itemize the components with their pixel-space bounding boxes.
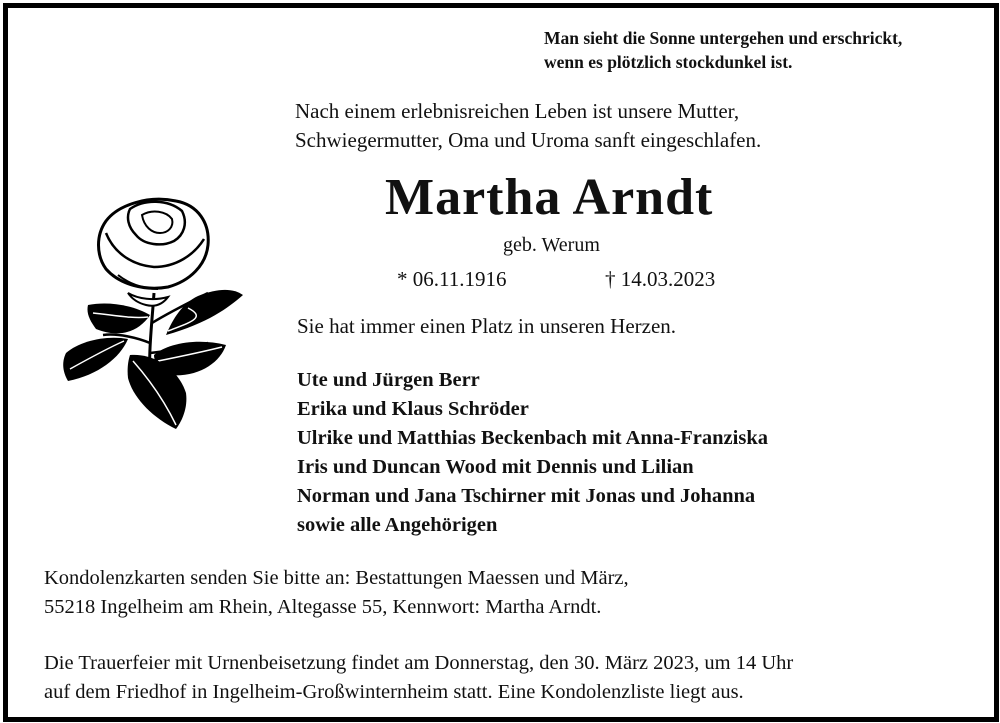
deceased-name: Martha Arndt — [385, 169, 714, 226]
birth-date: * 06.11.1916 — [397, 267, 507, 291]
motto-line-1: Man sieht die Sonne untergehen und erschrickt, — [544, 28, 903, 48]
condolence-line-1: Kondolenzkarten senden Sie bitte an: Bestattungen Maessen und März, — [44, 567, 629, 589]
mourner-entry: Norman und Jana Tschirner mit Jonas und Johanna — [297, 485, 756, 507]
mourner-entry: sowie alle Angehörigen — [297, 514, 498, 536]
condolence-line-2: 55218 Ingelheim am Rhein, Altegasse 55, Kennwort: Martha Arndt. — [44, 596, 602, 618]
rose-icon — [58, 193, 248, 433]
mourner-entry: Iris und Duncan Wood mit Dennis und Lilian — [297, 456, 694, 478]
death-date: † 14.03.2023 — [605, 267, 716, 291]
intro-line-1: Nach einem erlebnisreichen Leben ist unsere Mutter, — [295, 99, 740, 123]
mourner-entry: Ute und Jürgen Berr — [297, 369, 480, 391]
tagline: Sie hat immer einen Platz in unseren Herzen. — [297, 314, 677, 338]
motto-quote — [544, 26, 974, 74]
ceremony-line-1: Die Trauerfeier mit Urnenbeisetzung findet am Donnerstag, den 30. März 2023, um 14 Uhr — [44, 652, 794, 674]
motto-line-2: wenn es plötzlich stockdunkel ist. — [544, 52, 793, 72]
ceremony-info — [44, 649, 964, 707]
ceremony-line-2: auf dem Friedhof in Ingelheim-Großwinternheim statt. Eine Kondolenzliste liegt aus. — [44, 681, 744, 703]
mourners-list — [297, 366, 768, 540]
mourner-entry: Erika und Klaus Schröder — [297, 398, 529, 420]
intro-line-2: Schwiegermutter, Oma und Uroma sanft eingeschlafen. — [295, 128, 762, 152]
mourner-entry: Ulrike und Matthias Beckenbach mit Anna-Franziska — [297, 427, 768, 449]
condolence-address — [44, 564, 964, 622]
intro-text — [295, 97, 935, 155]
maiden-name: geb. Werum — [503, 234, 600, 256]
